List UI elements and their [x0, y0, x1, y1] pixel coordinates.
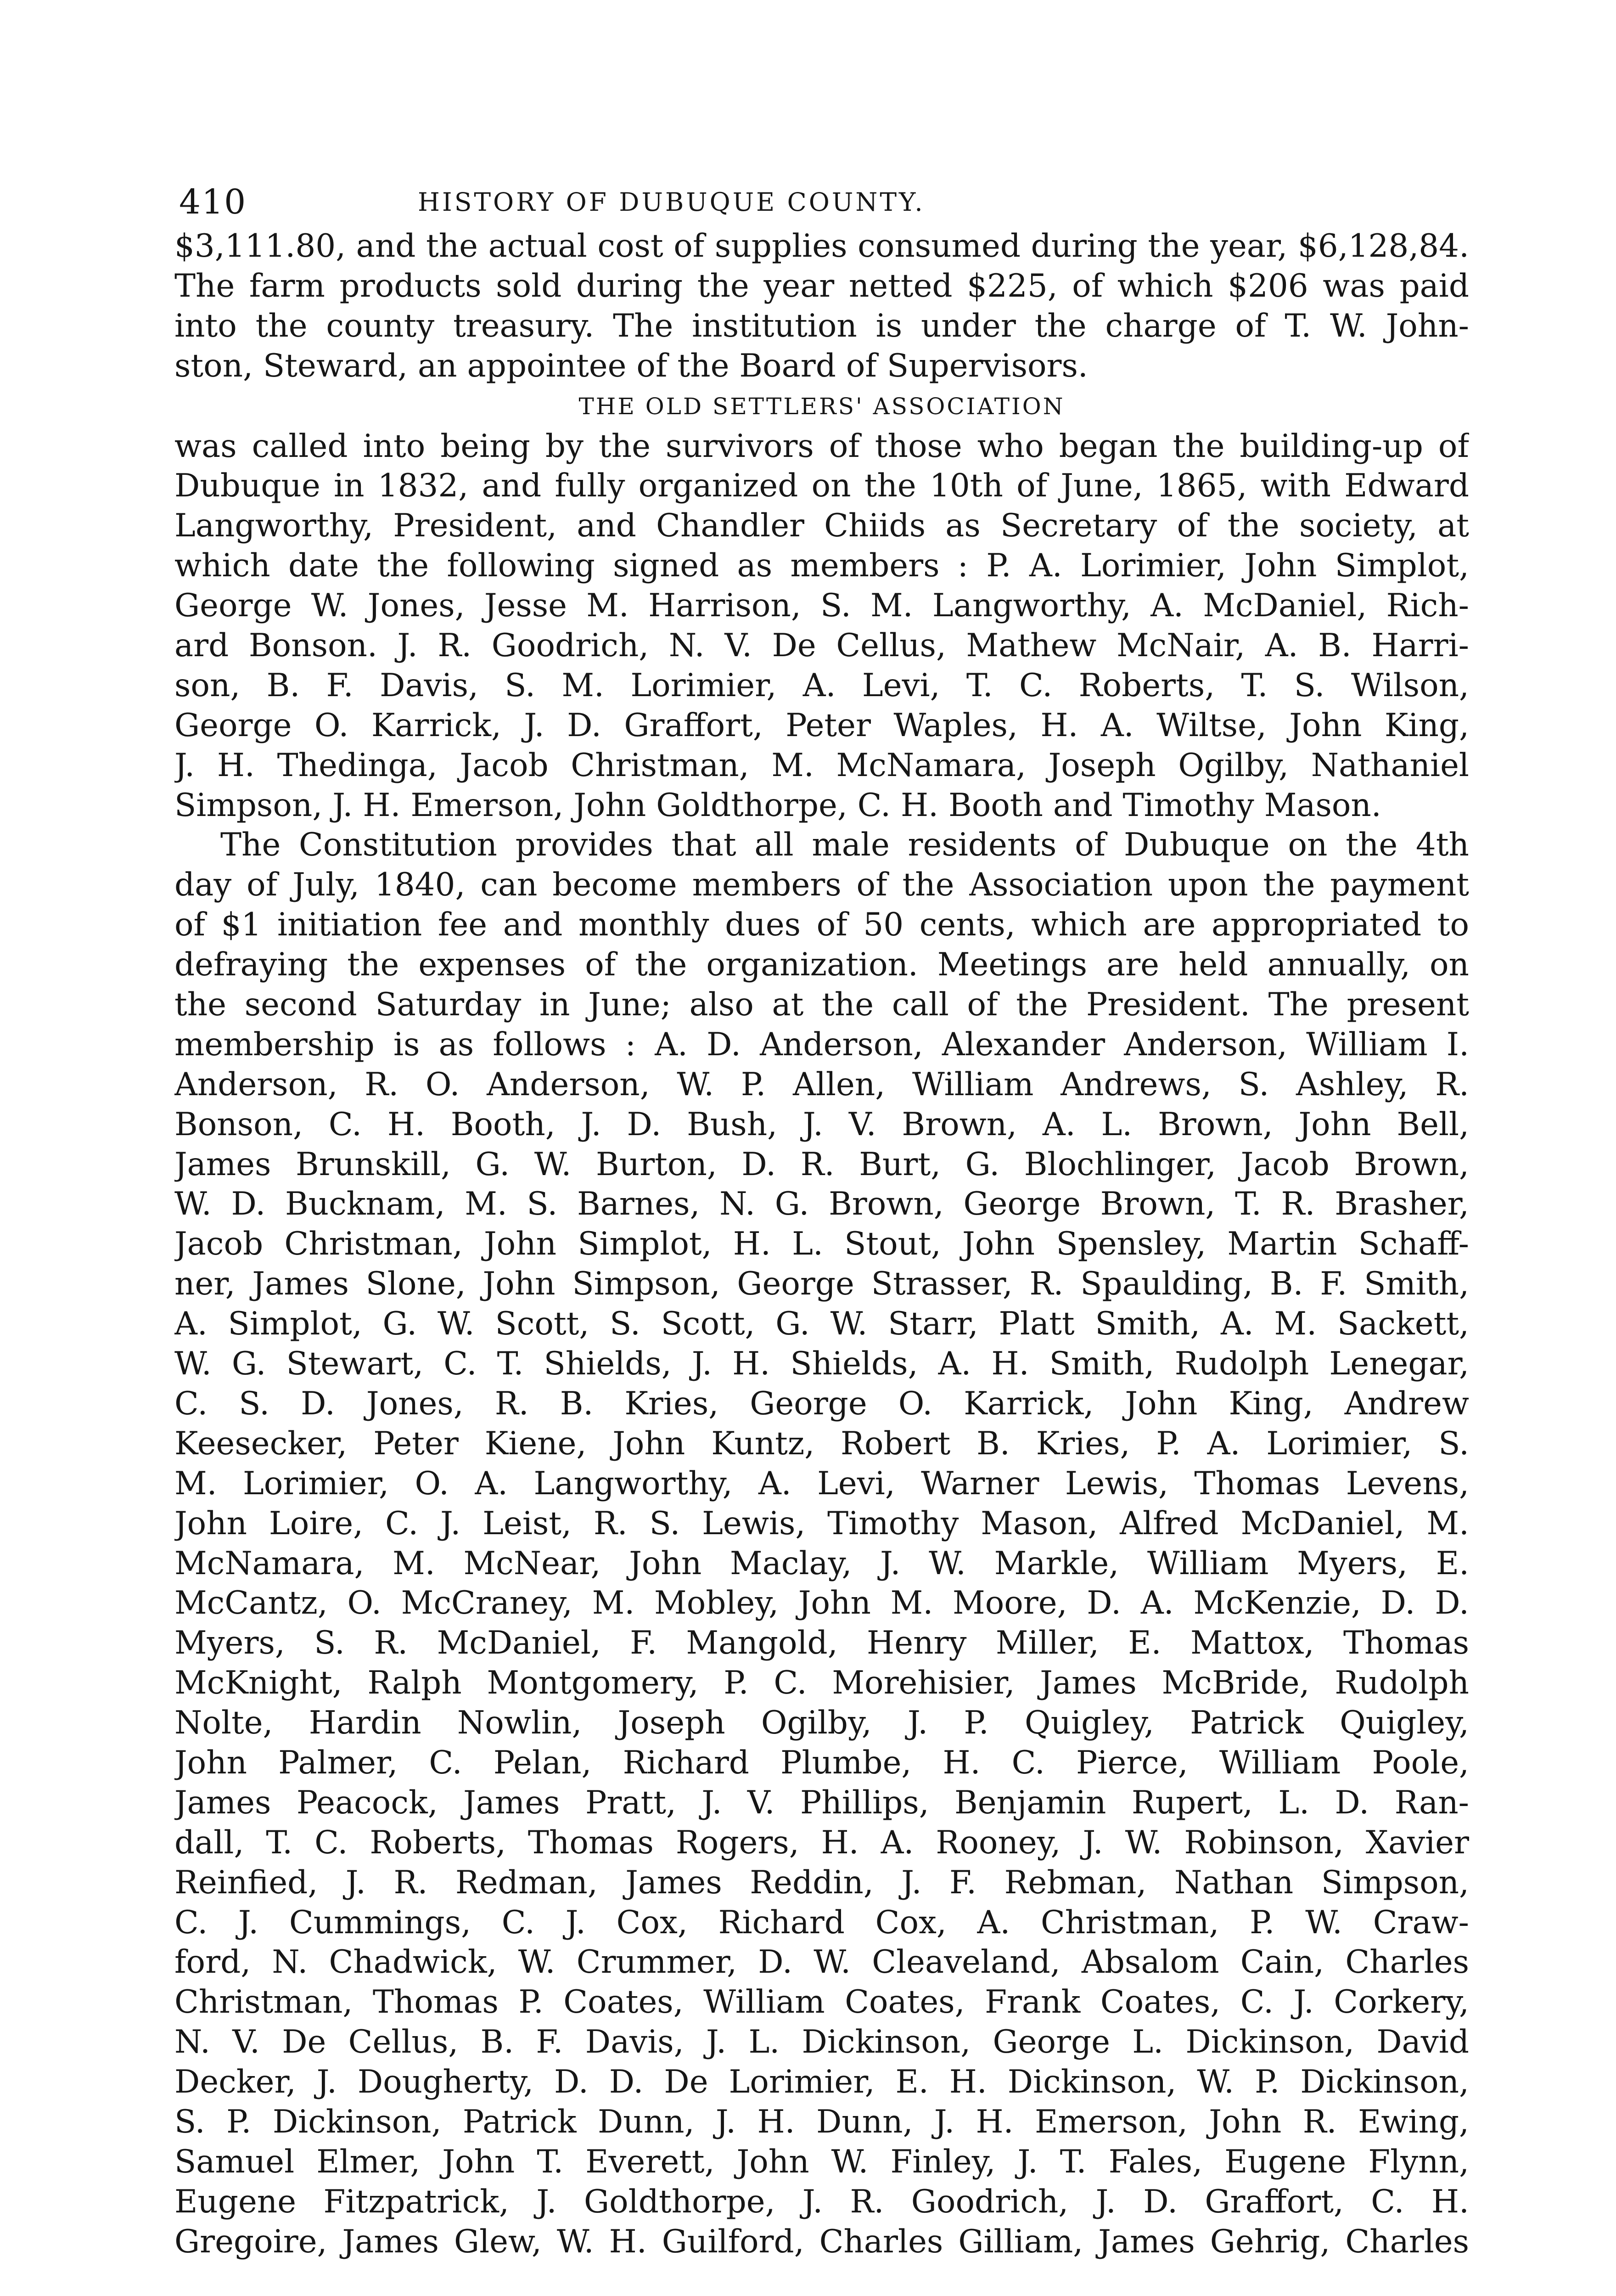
text-line: day of July, 1840, can become members of the Association upon the payment	[174, 867, 1469, 904]
text-line: James Brunskill, G. W. Burton, D. R. Burt, G. Blochlinger, Jacob Brown,	[174, 1146, 1469, 1183]
text-line: Christman, Thomas P. Coates, William Coates, Frank Coates, C. J. Corkery,	[174, 1984, 1469, 2021]
text-line: Reinfied, J. R. Redman, James Reddin, J. F. Rebman, Nathan Simpson,	[174, 1864, 1469, 1901]
intro-paragraph	[174, 226, 1469, 386]
text-line: son, B. F. Davis, S. M. Lorimier, A. Levi, T. C. Roberts, T. S. Wilson,	[174, 667, 1469, 704]
text-line: was called into being by the survivors of those who began the building-up of	[174, 428, 1469, 465]
text-line: James Peacock, James Pratt, J. V. Phillips, Benjamin Rupert, L. D. Ran-	[174, 1784, 1469, 1821]
page-number: 410	[179, 182, 247, 222]
section-heading: THE OLD SETTLERS' ASSOCIATION	[578, 393, 1065, 420]
text-line: defraying the expenses of the organization. Meetings are held annually, on	[174, 946, 1469, 984]
text-line: Dubuque in 1832, and fully organized on the 10th of June, 1865, with Edward	[174, 467, 1469, 505]
text-line: J. H. Thedinga, Jacob Christman, M. McNamara, Joseph Ogilby, Nathaniel	[174, 747, 1469, 784]
running-head	[174, 181, 1469, 223]
book-page	[174, 181, 1469, 2262]
constitution-paragraph	[174, 825, 1469, 2262]
text-line: ard Bonson. J. R. Goodrich, N. V. De Cellus, Mathew McNair, A. B. Harri-	[174, 627, 1469, 664]
text-line: Gregoire, James Glew, W. H. Guilford, Charles Gilliam, James Gehrig, Charles	[174, 2223, 1469, 2260]
running-title: HISTORY OF DUBUQUE COUNTY.	[418, 187, 925, 217]
text-line: Keesecker, Peter Kiene, John Kuntz, Robert B. Kries, P. A. Lorimier, S.	[174, 1425, 1469, 1462]
text-line: the second Saturday in June; also at the call of the President. The present	[174, 986, 1469, 1024]
text-line: Eugene Fitzpatrick, J. Goldthorpe, J. R. Goodrich, J. D. Graffort, C. H.	[174, 2183, 1469, 2220]
text-line: of $1 initiation fee and monthly dues of 50 cents, which are appropriated to	[174, 906, 1469, 944]
text-line: W. D. Bucknam, M. S. Barnes, N. G. Brown, George Brown, T. R. Brasher,	[174, 1186, 1469, 1223]
text-line: McNamara, M. McNear, John Maclay, J. W. Markle, William Myers, E.	[174, 1545, 1469, 1582]
text-line: Nolte, Hardin Nowlin, Joseph Ogilby, J. P. Quigley, Patrick Quigley,	[174, 1705, 1469, 1742]
text-line: John Palmer, C. Pelan, Richard Plumbe, H. C. Pierce, William Poole,	[174, 1744, 1469, 1781]
text-line: McKnight, Ralph Montgomery, P. C. Morehisier, James McBride, Rudolph	[174, 1665, 1469, 1702]
text-line: ford, N. Chadwick, W. Crummer, D. W. Cleaveland, Absalom Cain, Charles	[174, 1944, 1469, 1981]
text-line: into the county treasury. The institution is under the charge of T. W. John-	[174, 307, 1469, 344]
text-line: A. Simplot, G. W. Scott, S. Scott, G. W. Starr, Platt Smith, A. M. Sackett,	[174, 1306, 1469, 1343]
text-line: The Constitution provides that all male residents of Dubuque on the 4th	[220, 827, 1469, 864]
text-line: John Loire, C. J. Leist, R. S. Lewis, Timothy Mason, Alfred McDaniel, M.	[174, 1505, 1469, 1542]
text-line: ner, James Slone, John Simpson, George Strasser, R. Spaulding, B. F. Smith,	[174, 1266, 1469, 1303]
text-line: N. V. De Cellus, B. F. Davis, J. L. Dickinson, George L. Dickinson, David	[174, 2024, 1469, 2061]
text-line: Bonson, C. H. Booth, J. D. Bush, J. V. Brown, A. L. Brown, John Bell,	[174, 1106, 1469, 1143]
text-line: membership is as follows : A. D. Anderson, Alexander Anderson, William I.	[174, 1026, 1469, 1063]
text-line: Jacob Christman, John Simplot, H. L. Stout, John Spensley, Martin Schaff-	[174, 1226, 1469, 1263]
text-line: C. S. D. Jones, R. B. Kries, George O. Karrick, John King, Andrew	[174, 1385, 1469, 1422]
text-line: Samuel Elmer, John T. Everett, John W. Finley, J. T. Fales, Eugene Flynn,	[174, 2143, 1469, 2180]
text-line: George W. Jones, Jesse M. Harrison, S. M. Langworthy, A. McDaniel, Rich-	[174, 587, 1469, 625]
text-line: W. G. Stewart, C. T. Shields, J. H. Shields, A. H. Smith, Rudolph Lenegar,	[174, 1345, 1469, 1383]
text-line: dall, T. C. Roberts, Thomas Rogers, H. A. Rooney, J. W. Robinson, Xavier	[174, 1824, 1469, 1861]
text-line: C. J. Cummings, C. J. Cox, Richard Cox, A. Christman, P. W. Craw-	[174, 1904, 1469, 1941]
text-line: M. Lorimier, O. A. Langworthy, A. Levi, Warner Lewis, Thomas Levens,	[174, 1465, 1469, 1502]
text-line: Decker, J. Dougherty, D. D. De Lorimier, E. H. Dickinson, W. P. Dickinson,	[174, 2064, 1469, 2101]
text-line: The farm products sold during the year netted $225, of which $206 was paid	[174, 267, 1469, 304]
text-line: $3,111.80, and the actual cost of supplies consumed during the year, $6,128,84.	[174, 228, 1469, 264]
text-line: Langworthy, President, and Chandler Chiids as Secretary of the society, at	[174, 507, 1469, 545]
text-line: Simpson, J. H. Emerson, John Goldthorpe, C. H. Booth and Timothy Mason.	[174, 787, 1381, 824]
text-line: ston, Steward, an appointee of the Board of Supervisors.	[174, 347, 1088, 384]
text-line: which date the following signed as members : P. A. Lorimier, John Simplot,	[174, 547, 1469, 585]
text-line: S. P. Dickinson, Patrick Dunn, J. H. Dunn, J. H. Emerson, John R. Ewing,	[174, 2103, 1469, 2140]
text-line: Anderson, R. O. Anderson, W. P. Allen, William Andrews, S. Ashley, R.	[174, 1066, 1469, 1103]
text-line: McCantz, O. McCraney, M. Mobley, John M. Moore, D. A. McKenzie, D. D.	[174, 1585, 1469, 1622]
text-line: Myers, S. R. McDaniel, F. Mangold, Henry Miller, E. Mattox, Thomas	[174, 1625, 1469, 1662]
text-line: George O. Karrick, J. D. Graffort, Peter Waples, H. A. Wiltse, John King,	[174, 707, 1469, 744]
association-paragraph	[174, 427, 1469, 826]
